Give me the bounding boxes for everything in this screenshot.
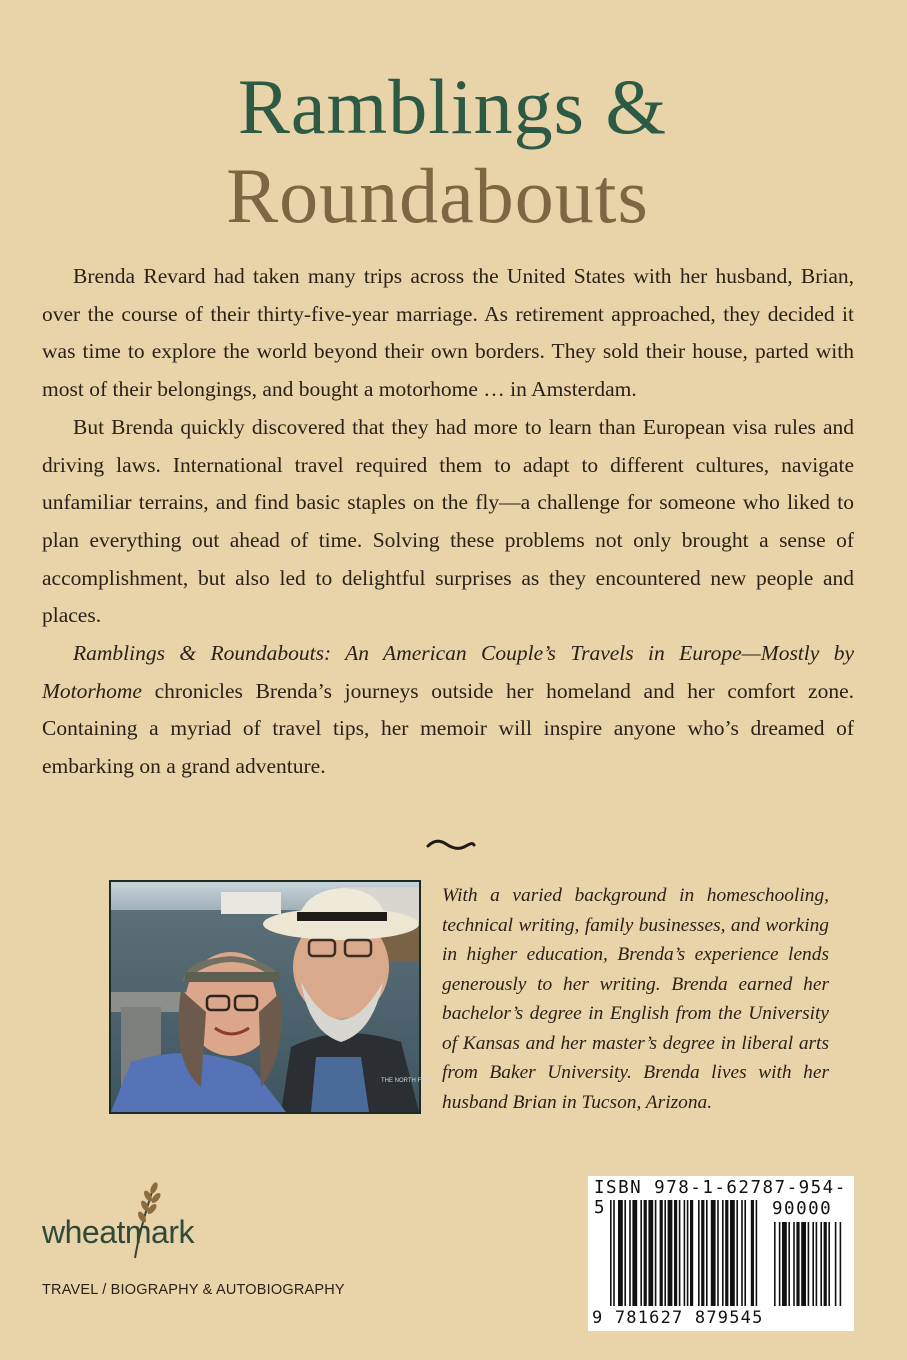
blurb-paragraph-1: Brenda Revard had taken many trips across the United States with her husband, Brian, over the course of their thirty-five-year marriage. As retirement approached, they decided it was time to explore the world beyond their own borders. They sold their house, parted with most of their belongings, and bought a motorhome … in Amsterdam. [42,264,854,402]
ean-digits: 9 781627 879545 [592,1308,764,1328]
price-code: 90000 [772,1199,833,1219]
title-line-1: Ramblings & [237,63,668,150]
author-photo [109,880,434,1114]
book-full-title: Ramblings & Roundabouts: An American Couple’s Travels in Europe—Mostly by Motorhome [42,641,854,703]
barcode-bar [840,1222,842,1306]
publisher-logo [42,1178,222,1268]
barcode-bar [828,1222,830,1306]
barcode-bar [774,1222,776,1306]
publisher-name: wheatmark [42,1214,194,1250]
barcode-bar [835,1222,837,1306]
barcode-bar [788,1222,790,1306]
ornament-swash-icon [426,836,476,856]
barcode-bar [808,1222,810,1306]
barcode-bar [782,1222,787,1306]
title-line-2: Roundabouts [226,152,649,239]
barcode-bar [801,1222,806,1306]
barcode-bar [816,1222,818,1306]
barcode-bar [820,1222,822,1306]
barcode-bar [812,1222,814,1306]
jacket-logo-text: THE NORTH FACE [381,1078,434,1084]
author-photo-image [111,882,434,1112]
blurb [42,258,854,786]
category-label: TRAVEL / BIOGRAPHY & AUTOBIOGRAPHY [42,1282,345,1298]
barcode-bar [796,1222,799,1306]
author-bio: With a varied background in homeschooling, technical writing, family businesses, and working in higher education, Brenda’s experience lends generously to her writing. Brenda earned her bachelor’s degree in English from the University of Kansas and her master’s degree in liberal arts from Baker University. Brenda lives with her husband Brian in Tucson, Arizona. [442,885,829,1113]
barcode-bar [779,1222,781,1306]
isbn-label: ISBN 978-1-62787-954-5 [594,1178,847,1218]
barcode-bar [793,1222,795,1306]
isbn-barcode [588,1176,854,1331]
blurb-paragraph-3-text: chronicles Brenda’s journeys outside her homeland and her comfort zone. Containing a myriad of travel tips, her memoir will inspire anyone who’s dreamed of embarking on a grand adventure. [42,678,854,779]
barcode-bar [824,1222,827,1306]
blurb-paragraph-3 [42,635,854,786]
blurb-paragraph-2: But Brenda quickly discovered that they had more to learn than European visa rules and driving laws. International travel required them to adapt to different cultures, navigate unfamiliar terrains, and find basic staples on the fly—a challenge for someone who liked to plan everything out ahead of time. Solving these problems not only brought a sense of accomplishment, but also led to delightful surprises as they encountered new people and places. [42,414,854,628]
